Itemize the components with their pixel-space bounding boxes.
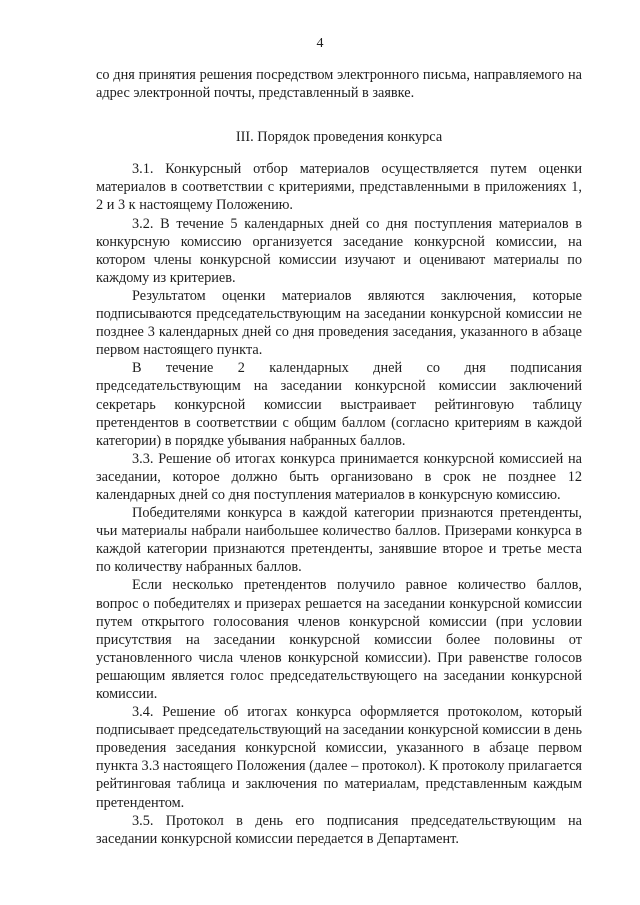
intro-paragraph: со дня принятия решения посредством электронного письма, направляемого на адрес электронной почты, представленный в заявке. [96,67,582,102]
paragraph-3-4: 3.4. Решение об итогах конкурса оформляется протоколом, который подписывает председательствующий на заседании конкурсной комиссии в день проведения заседания конкурсной комиссии, указанного в абзаце первом пункта 3.3 настоящего Положения (далее – протокол). К протоколу прилагается рейтинговая таблица и заключения по материалам, представленным каждым претендентом. [96,704,582,811]
paragraph-3-3-winners: Победителями конкурса в каждой категории признаются претенденты, чьи материалы набрали наибольшее количество баллов. Призерами конкурса в каждой категории признаются претенденты, занявшие второе и третье места по количеству набранных баллов. [96,505,582,576]
page-number: 4 [316,36,324,51]
paragraph-3-2-conclusions: Результатом оценки материалов являются заключения, которые подписываются председательствующим на заседании конкурсной комиссии не позднее 3 календарных дней со дня проведения заседания, указанного в абзаце первом настоящего пункта. [96,287,582,359]
paragraph-3-2: 3.2. В течение 5 календарных дней со дня поступления материалов в конкурсную комиссию организуется заседание конкурсной комиссии, на котором члены конкурсной комиссии изучают и оценивают материалы по каждому из критериев. [96,215,582,286]
section-title: III. Порядок проведения конкурса [235,129,443,146]
paragraph-3-3: 3.3. Решение об итогах конкурса принимается конкурсной комиссией на заседании, которое должно быть организовано в срок не позднее 12 календарных дней со дня поступления материалов в конкурсную комиссию. [96,450,582,503]
document-body [96,66,582,848]
paragraph-3-5: 3.5. Протокол в день его подписания председательствующим на заседании конкурсной комиссии передается в Департамент. [96,812,582,847]
paragraph-3-1: 3.1. Конкурсный отбор материалов осуществляется путем оценки материалов в соответствии с критериями, представленными в приложениях 1, 2 и 3 к настоящему Положению. [96,161,582,214]
paragraph-3-3-tie: Если несколько претендентов получило равное количество баллов, вопрос о победителях и призерах решается на заседании конкурсной комиссии путем открытого голосования членов конкурсной комиссии (при условии присутствия на заседании конкурсной комиссии более половины от установленного числа членов конкурсной комиссии). При равенстве голосов решающим является голос председательствующего на заседании конкурсной комиссии. [96,577,582,702]
paragraph-3-2-rating: В течение 2 календарных дней со дня подписания председательствующим на заседании конкурсной комиссии заключений секретарь конкурсной комиссии выстраивает рейтинговую таблицу претендентов в соответствии с общим баллом (согласно критериям в каждой категории) в порядке убывания набранных баллов. [96,360,582,449]
